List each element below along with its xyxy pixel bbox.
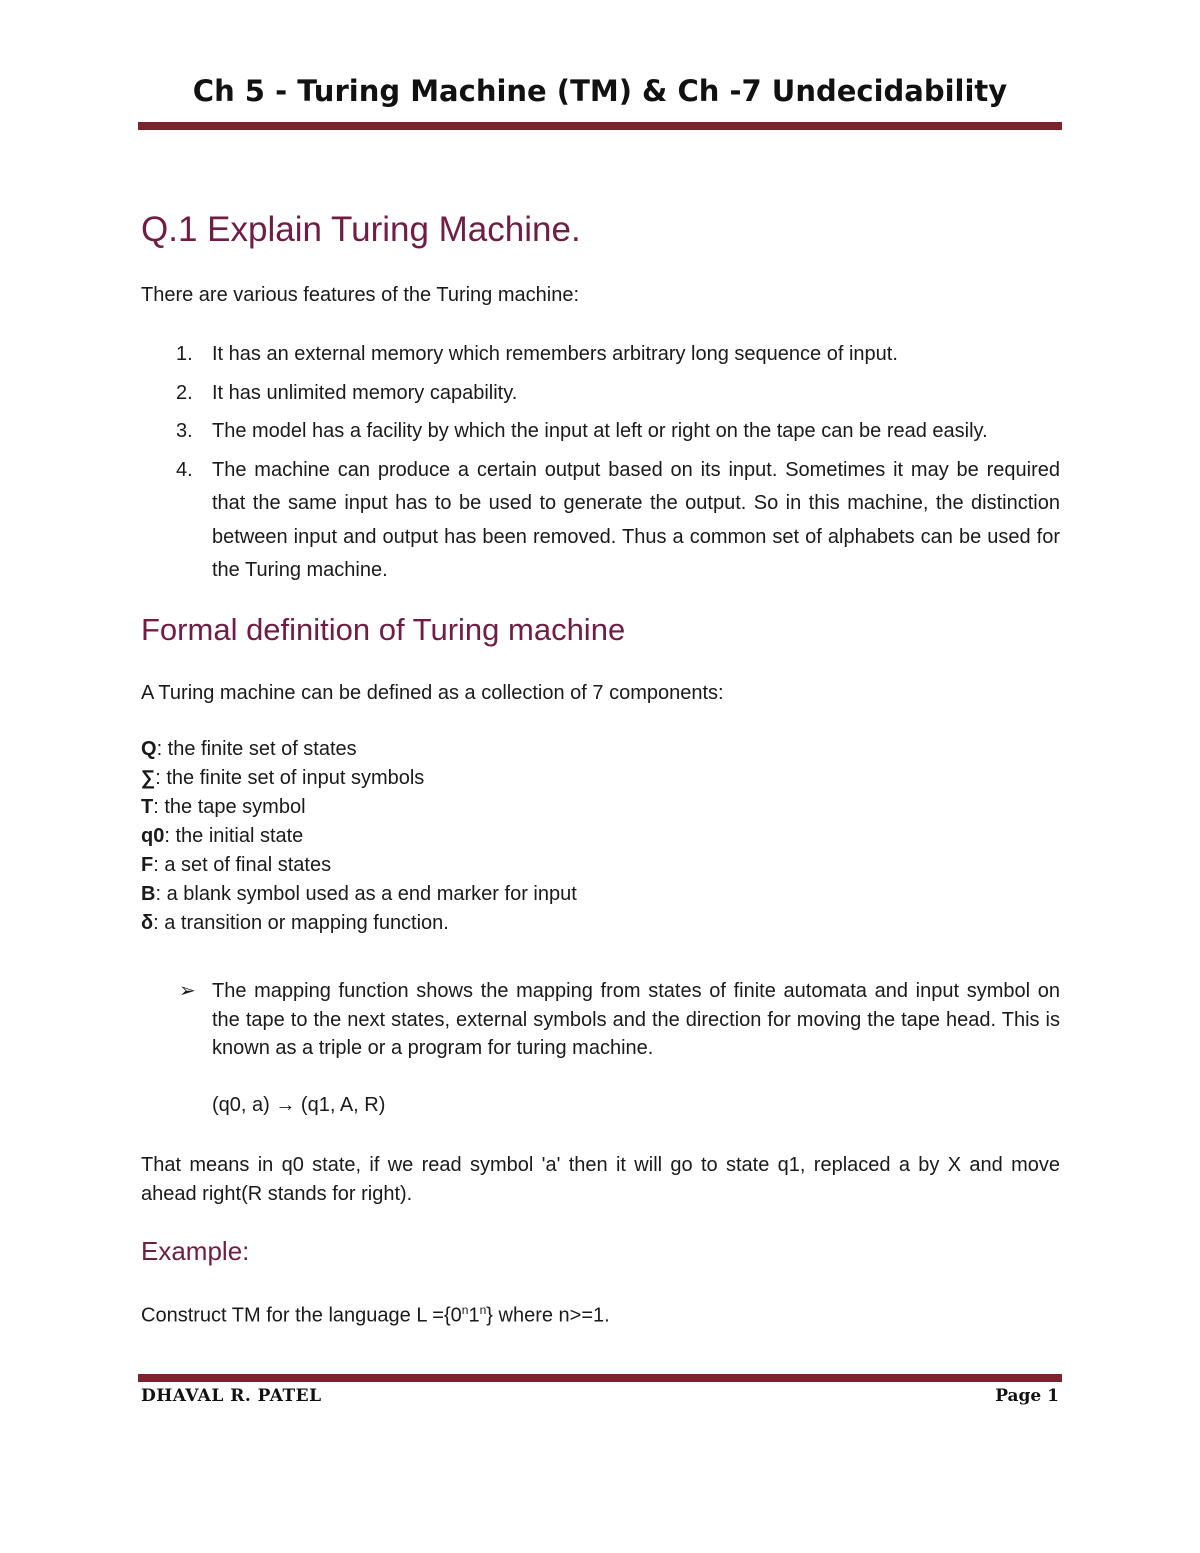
components-list (141, 735, 577, 938)
example-text (141, 1296, 1060, 1331)
component-key: ∑ (141, 767, 156, 789)
question-heading: Q.1 Explain Turing Machine. (141, 210, 581, 249)
example-text-mid: 1 (468, 1304, 480, 1327)
arrow-bullet-icon: ➢ (179, 980, 196, 1002)
component-desc: : the finite set of states (156, 738, 357, 760)
component-key: F (141, 854, 154, 876)
component-desc: : the finite set of input symbols (155, 767, 425, 789)
component-key: δ (141, 912, 154, 934)
formula-explanation: That means in q0 state, if we read symbol 'a' then it will go to state q1, replaced a by X and move ahead right(R stands for right). (141, 1154, 1060, 1205)
example-text-start: Construct TM for the language L ={0 (141, 1304, 462, 1327)
component-desc: : a transition or mapping function. (153, 912, 449, 934)
component-desc: : the initial state (164, 825, 304, 847)
component-key: Q (141, 738, 157, 760)
example-text-end: } where n>=1. (486, 1304, 610, 1327)
component-row (141, 822, 577, 851)
list-number: 2. (176, 381, 193, 404)
list-item (141, 415, 1060, 449)
list-text: It has unlimited memory capability. (212, 381, 518, 404)
features-intro: There are various features of the Turing machine: (141, 284, 580, 306)
example-superscript: n (461, 1303, 469, 1317)
list-number: 1. (176, 343, 193, 365)
component-row (141, 851, 577, 880)
component-row (141, 735, 577, 764)
formal-definition-heading: Formal definition of Turing machine (141, 612, 626, 647)
component-row (141, 880, 577, 909)
component-key: B (141, 883, 156, 905)
example-heading: Example: (141, 1236, 250, 1266)
list-item (141, 338, 1060, 372)
example-superscript: n (479, 1303, 487, 1317)
document-header-title: Ch 5 - Turing Machine (TM) & Ch -7 Undecidability (192, 74, 1008, 108)
component-key: T (141, 796, 154, 818)
footer-divider (138, 1374, 1062, 1382)
component-desc: : a set of final states (153, 854, 332, 876)
footer-author: DHAVAL R. PATEL (141, 1386, 322, 1406)
mapping-bullet (179, 977, 1060, 1063)
features-list (141, 338, 1060, 593)
transition-formula: (q0, a) → (q1, A, R) (212, 1094, 386, 1116)
list-number: 4. (176, 458, 193, 481)
list-text: The machine can produce a certain output based on its input. Sometimes it may be required that the same input has to be used to generate the output. So in this machine, the distinction between input and output has been removed. Thus a common set of alphabets can be used for the Turing machine. (212, 458, 1060, 581)
component-row (141, 764, 577, 793)
component-row (141, 793, 577, 822)
list-item (141, 377, 1060, 411)
list-text: It has an external memory which remembers arbitrary long sequence of input. (212, 343, 898, 365)
component-key: q0 (141, 825, 165, 847)
component-row (141, 909, 577, 938)
page-number: Page 1 (995, 1386, 1059, 1406)
list-item (141, 454, 1060, 588)
list-text: The model has a facility by which the input at left or right on the tape can be read easily. (212, 420, 988, 442)
component-desc: : the tape symbol (153, 796, 306, 818)
header-divider (138, 122, 1062, 130)
component-desc: : a blank symbol used as a end marker for input (155, 883, 577, 905)
list-number: 3. (176, 420, 193, 442)
mapping-bullet-text: The mapping function shows the mapping from states of finite automata and input symbol on the tape to the next states, external symbols and the direction for moving the tape head. This is known as a triple or a program for turing machine. (212, 980, 1060, 1059)
components-intro: A Turing machine can be defined as a collection of 7 components: (141, 682, 724, 704)
